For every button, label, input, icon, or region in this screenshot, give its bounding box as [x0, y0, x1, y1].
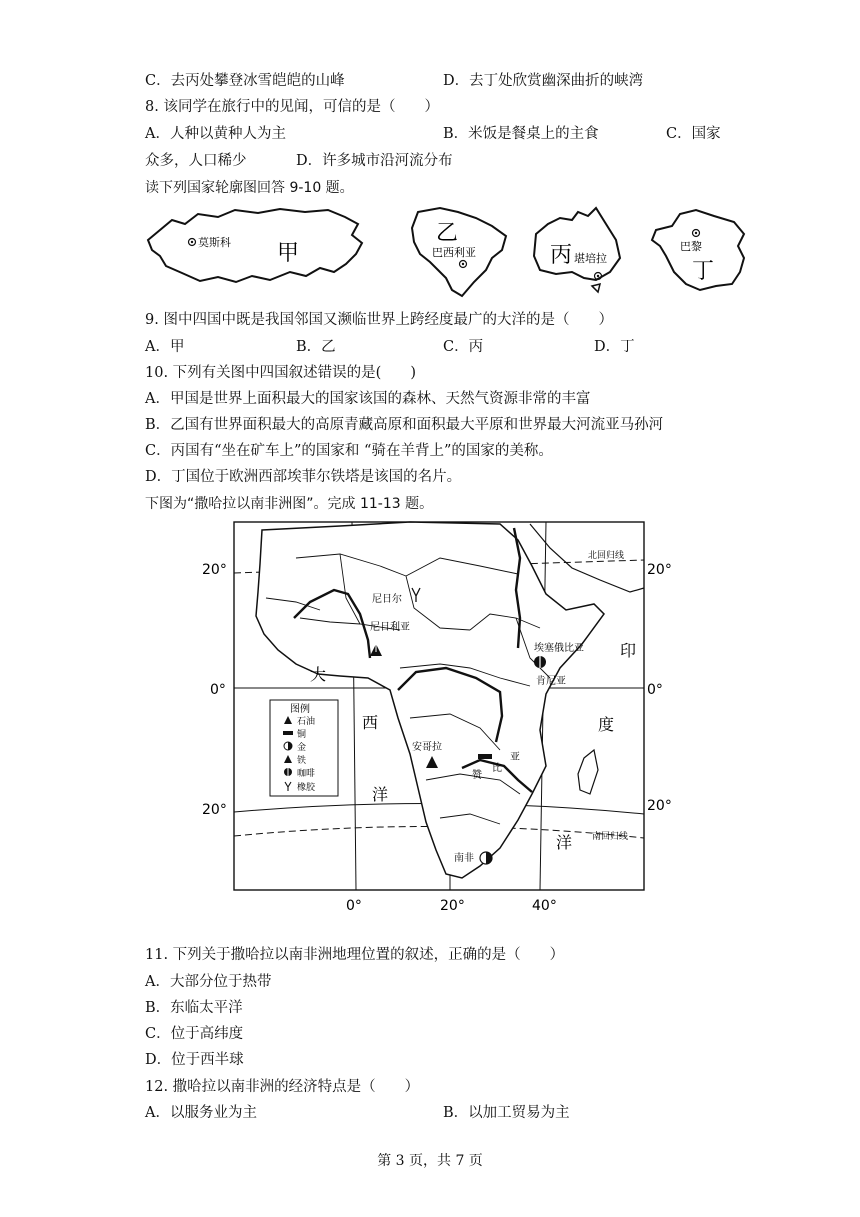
map-bing-capital: 堪培拉	[574, 252, 607, 265]
q10-option-c: C．丙国有“坐在矿车上”的国家和 “骑在羊背上”的国家的美称。	[145, 443, 553, 459]
q12-option-a: A．以服务业为主	[145, 1105, 257, 1121]
lat-label-n20-left: 20°	[202, 562, 227, 578]
q12-stem: 12. 撒哈拉以南非洲的经济特点是（ ）	[145, 1079, 420, 1095]
lon-label-40: 40°	[532, 898, 557, 914]
legend-rubber: 橡胶	[297, 783, 316, 793]
ocean-indian-3: 洋	[556, 833, 573, 852]
q8-option-b: B．米饭是餐桌上的主食	[443, 126, 599, 142]
q9-option-c: C．丙	[443, 339, 484, 355]
lat-label-eq-left: 0°	[210, 682, 226, 698]
q8-stem: 8. 该同学在旅行中的见闻，可信的是（ ）	[145, 99, 439, 115]
ocean-atlantic-2: 西	[362, 713, 379, 732]
map-jia	[148, 209, 362, 282]
q7-option-c: C．去丙处攀登冰雪皑皑的山峰	[145, 73, 345, 89]
q11-stem: 11. 下列关于撒哈拉以南非洲地理位置的叙述，正确的是（ ）	[145, 947, 565, 963]
tropic-south-label: 南回归线	[592, 832, 629, 842]
map-jia-capital: 莫斯科	[198, 236, 231, 249]
map-yi-label: 乙	[436, 221, 459, 246]
q10-option-b: B．乙国有世界面积最大的高原青藏高原和面积最大平原和世界最大河流亚马孙河	[145, 417, 664, 433]
ocean-atlantic-1: 大	[310, 665, 327, 684]
label-zambia-2: 比	[492, 763, 502, 774]
ocean-atlantic-3: 洋	[372, 785, 389, 804]
lat-label-s20-left: 20°	[202, 802, 227, 818]
q10-stem: 10. 下列有关图中四国叙述错误的是( )	[145, 365, 416, 381]
ocean-indian-1: 印	[620, 641, 637, 660]
label-zambia-1: 赞	[472, 770, 482, 781]
q11-option-b: B．东临太平洋	[145, 1000, 243, 1016]
label-kenya: 肯尼亚	[536, 676, 566, 687]
q9-option-d: D．丁	[594, 339, 635, 355]
legend-title: 图例	[290, 704, 310, 715]
map-yi	[412, 208, 506, 296]
ocean-indian-2: 度	[598, 715, 615, 734]
label-nigeria: 尼日利亚	[370, 622, 410, 633]
page-footer: 第 3 页，共 7 页	[377, 1153, 483, 1169]
label-zambia-3: 亚	[510, 752, 520, 763]
q9-option-b: B．乙	[296, 339, 336, 355]
legend-oil: 石油	[297, 717, 316, 727]
q9-stem: 9. 图中四国中既是我国邻国又濒临世界上跨经度最广的大洋的是（ ）	[145, 312, 613, 328]
label-angola: 安哥拉	[412, 742, 442, 753]
map-legend	[270, 700, 338, 796]
lat-label-eq-right: 0°	[647, 682, 663, 698]
legend-coffee: 咖啡	[297, 769, 316, 779]
legend-gold: 金	[297, 743, 307, 753]
q10-option-a: A．甲国是世界上面积最大的国家该国的森林、天然气资源非常的丰富	[145, 391, 591, 407]
legend-iron: 铁	[297, 756, 307, 766]
lon-label-0: 0°	[346, 898, 362, 914]
lat-label-n20-right: 20°	[647, 562, 672, 578]
q12-option-b: B．以加工贸易为主	[443, 1105, 570, 1121]
label-ethiopia: 埃塞俄比亚	[534, 643, 584, 654]
map-yi-capital: 巴西利亚	[432, 246, 476, 259]
label-south-africa: 南非	[454, 853, 474, 864]
africa-map	[200, 518, 680, 918]
legend-copper: 铜	[297, 730, 307, 740]
q8-option-c-part2: 众多，人口稀少	[145, 153, 247, 169]
q8-option-a: A．人种以黄种人为主	[145, 126, 286, 142]
intro-9-10: 读下列国家轮廓图回答 9-10 题。	[145, 180, 354, 196]
tropic-north-label: 北回归线	[588, 551, 625, 561]
map-bing-label: 丙	[550, 243, 573, 268]
map-ding-label: 丁	[692, 259, 715, 284]
label-niger: 尼日尔	[372, 594, 402, 605]
map-bing	[534, 208, 620, 292]
lon-label-20: 20°	[440, 898, 465, 914]
lat-label-s20-right: 20°	[647, 798, 672, 814]
map-ding-capital: 巴黎	[680, 240, 702, 253]
q9-option-a: A．甲	[145, 339, 185, 355]
q11-option-c: C．位于高纬度	[145, 1026, 244, 1042]
q11-option-a: A．大部分位于热带	[145, 974, 272, 990]
map-ding	[652, 210, 744, 290]
q11-option-d: D．位于西半球	[145, 1052, 244, 1068]
q8-option-c-part1: C．国家	[666, 126, 721, 142]
country-outline-maps	[140, 200, 760, 300]
q8-option-d: D．许多城市沿河流分布	[296, 153, 453, 169]
q7-option-d: D．去丁处欣赏幽深曲折的峡湾	[443, 73, 644, 89]
intro-11-13: 下图为“撒哈拉以南非洲图”。完成 11-13 题。	[145, 496, 434, 512]
q10-option-d: D．丁国位于欧洲西部埃菲尔铁塔是该国的名片。	[145, 469, 462, 485]
map-jia-label: 甲	[277, 241, 300, 266]
